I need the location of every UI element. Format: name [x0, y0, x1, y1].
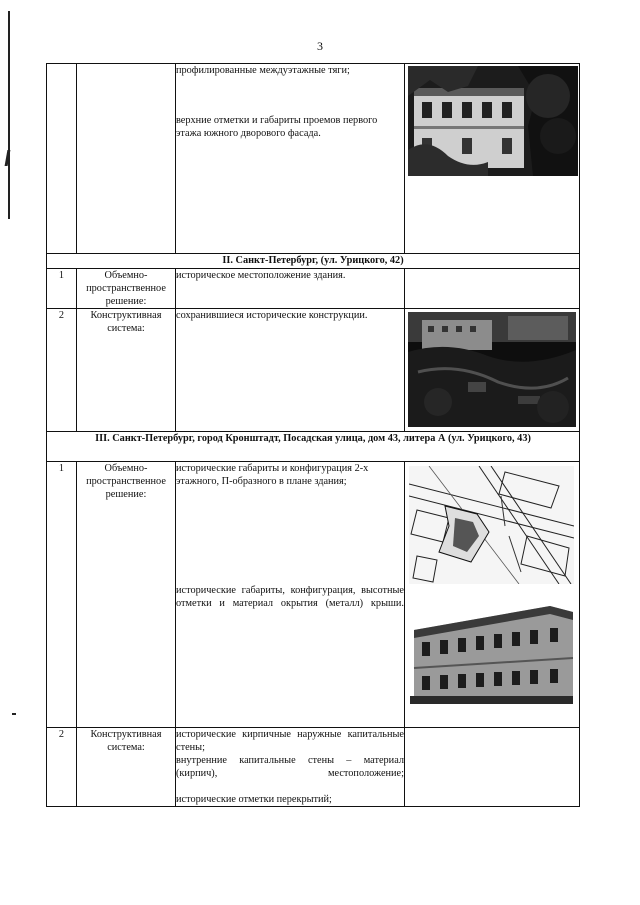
row-kind: Объемно-пространственное решение: [77, 462, 176, 728]
table-row [47, 462, 580, 728]
row-kind [77, 64, 176, 254]
row-photo-cell [405, 309, 580, 432]
row-photo-cell [405, 269, 580, 309]
row-text: профилированные междуэтажные тяги; [176, 65, 350, 76]
row-number: 1 [47, 462, 77, 728]
row-photo-cell [405, 462, 580, 728]
section-title: II. Санкт-Петербург, (ул. Урицкого, 42) [47, 254, 580, 269]
section-title: III. Санкт-Петербург, город Кронштадт, Посадская улица, дом 43, литера А (ул. Урицкого, 43) [47, 432, 580, 462]
row-description [176, 728, 405, 807]
row-text: исторические габариты, конфигурация, высотные отметки и материал окрытия (металл) крыши. [176, 585, 404, 609]
site-plan-map [409, 466, 574, 584]
table-row [47, 64, 580, 254]
row-photo-cell [405, 64, 580, 254]
row-text: исторические габариты и конфигурация 2-х этажного, П-образного в плане здания; [176, 463, 369, 487]
row-text: верхние отметки и габариты проемов первого этажа южного дворового фасада. [176, 115, 378, 139]
row-description: сохранившиеся исторические конструкции. [176, 309, 405, 432]
table-row [47, 309, 580, 432]
scan-dot [12, 713, 16, 715]
row-text: исторические кирпичные наружные капитальные стены; [176, 729, 404, 753]
row-kind: Конструктивная система: [77, 309, 176, 432]
row-description: историческое местоположение здания. [176, 269, 405, 309]
heritage-table [46, 63, 580, 807]
building-facade-photo [408, 66, 578, 176]
table-row [47, 728, 580, 807]
building-photo [410, 596, 573, 704]
scan-edge-mark [8, 11, 10, 219]
ruins-photo [408, 312, 576, 427]
section-header-row [47, 432, 580, 462]
row-kind: Конструктивная система: [77, 728, 176, 807]
row-kind: Объемно-пространственное решение: [77, 269, 176, 309]
row-number: 2 [47, 309, 77, 432]
section-header-row [47, 254, 580, 269]
row-text: исторические отметки перекрытий; [176, 794, 332, 805]
page-number: 3 [317, 39, 323, 53]
row-description [176, 462, 405, 728]
row-photo-cell [405, 728, 580, 807]
table-row [47, 269, 580, 309]
row-number: 1 [47, 269, 77, 309]
row-description [176, 64, 405, 254]
row-text: внутренние капитальные стены – материал (кирпич), местоположение; [176, 755, 404, 779]
row-number [47, 64, 77, 254]
row-number: 2 [47, 728, 77, 807]
